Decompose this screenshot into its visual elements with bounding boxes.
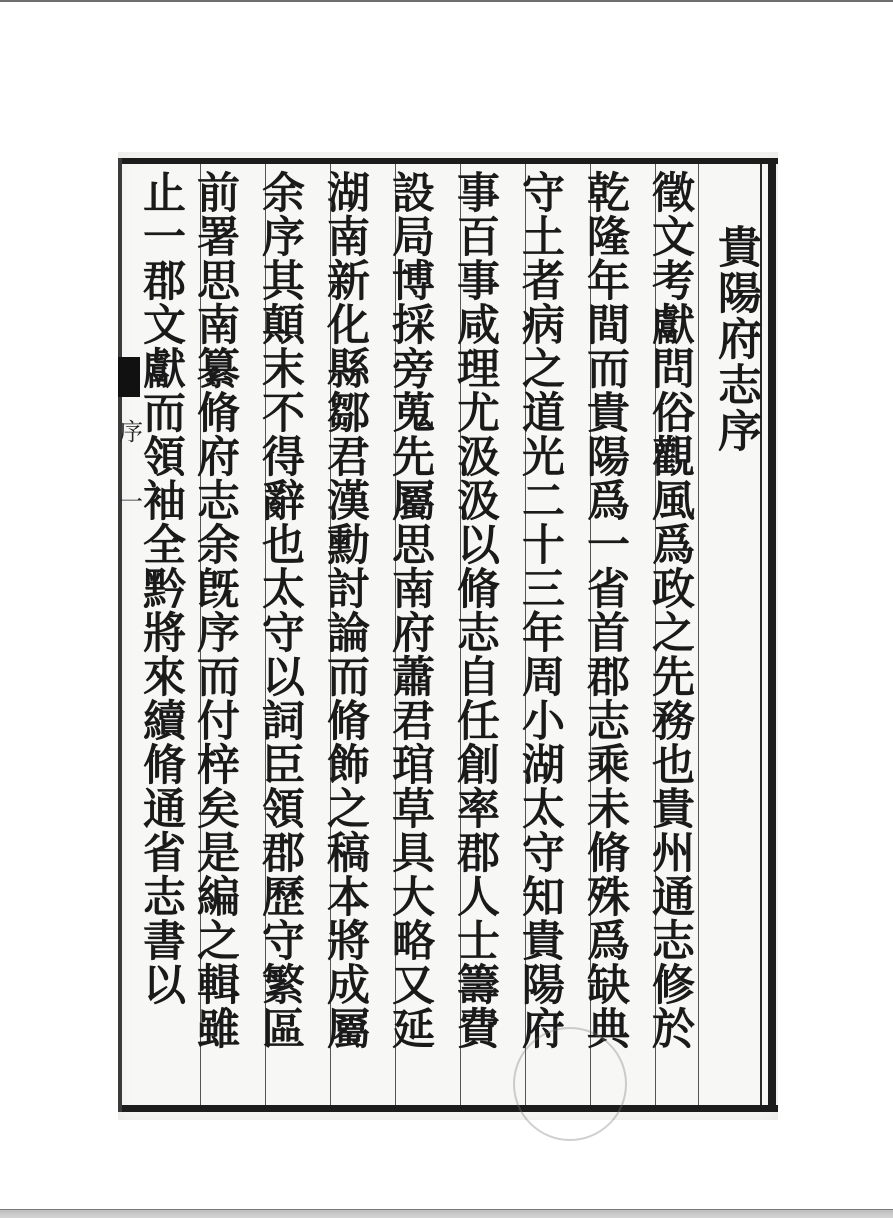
frame-top-border (118, 158, 778, 164)
page-frame (118, 152, 778, 1120)
spine-char-2: 一 (119, 488, 143, 516)
text-column-1: 徵文考獻問俗觀風爲政之先務也貴州通志修於 (645, 170, 695, 1050)
text-column-4: 事百事咸理尤汲汲以脩志自任創率郡人士籌費 (450, 170, 500, 1050)
frame-right-border (768, 158, 776, 1112)
frame-bottom-border (118, 1105, 778, 1112)
scanned-page (118, 152, 778, 1120)
viewer-bottom-bar (0, 1209, 893, 1218)
viewer-top-border (0, 0, 893, 2)
text-column-6: 湖南新化縣鄒君漢勳討論而脩飾之稿本將成屬 (320, 170, 370, 1050)
text-column-7: 余序其顛末不得辭也太守以詞臣領郡歷守繁區 (255, 170, 305, 1050)
spine-char-1: 序 (119, 418, 143, 446)
text-column-3: 守土者病之道光二十三年周小湖太守知貴陽府 (515, 170, 565, 1050)
text-column-8: 前署思南纂脩府志余旣序而付梓矣是編之輯雖 (190, 170, 240, 1050)
page-title: 貴陽府志序 (710, 224, 761, 454)
text-column-5: 設局博採旁蒐先屬思南府蕭君琯草具大略又延 (385, 170, 435, 1050)
text-column-2: 乾隆年間而貴陽爲一省首郡志乘未脩殊爲缺典 (580, 170, 630, 1050)
frame-left-border (118, 158, 122, 1112)
text-column-9: 止一郡文獻而領袖全黔將來續脩通省志書以 (136, 170, 186, 1006)
faded-seal-stamp (513, 1027, 627, 1141)
